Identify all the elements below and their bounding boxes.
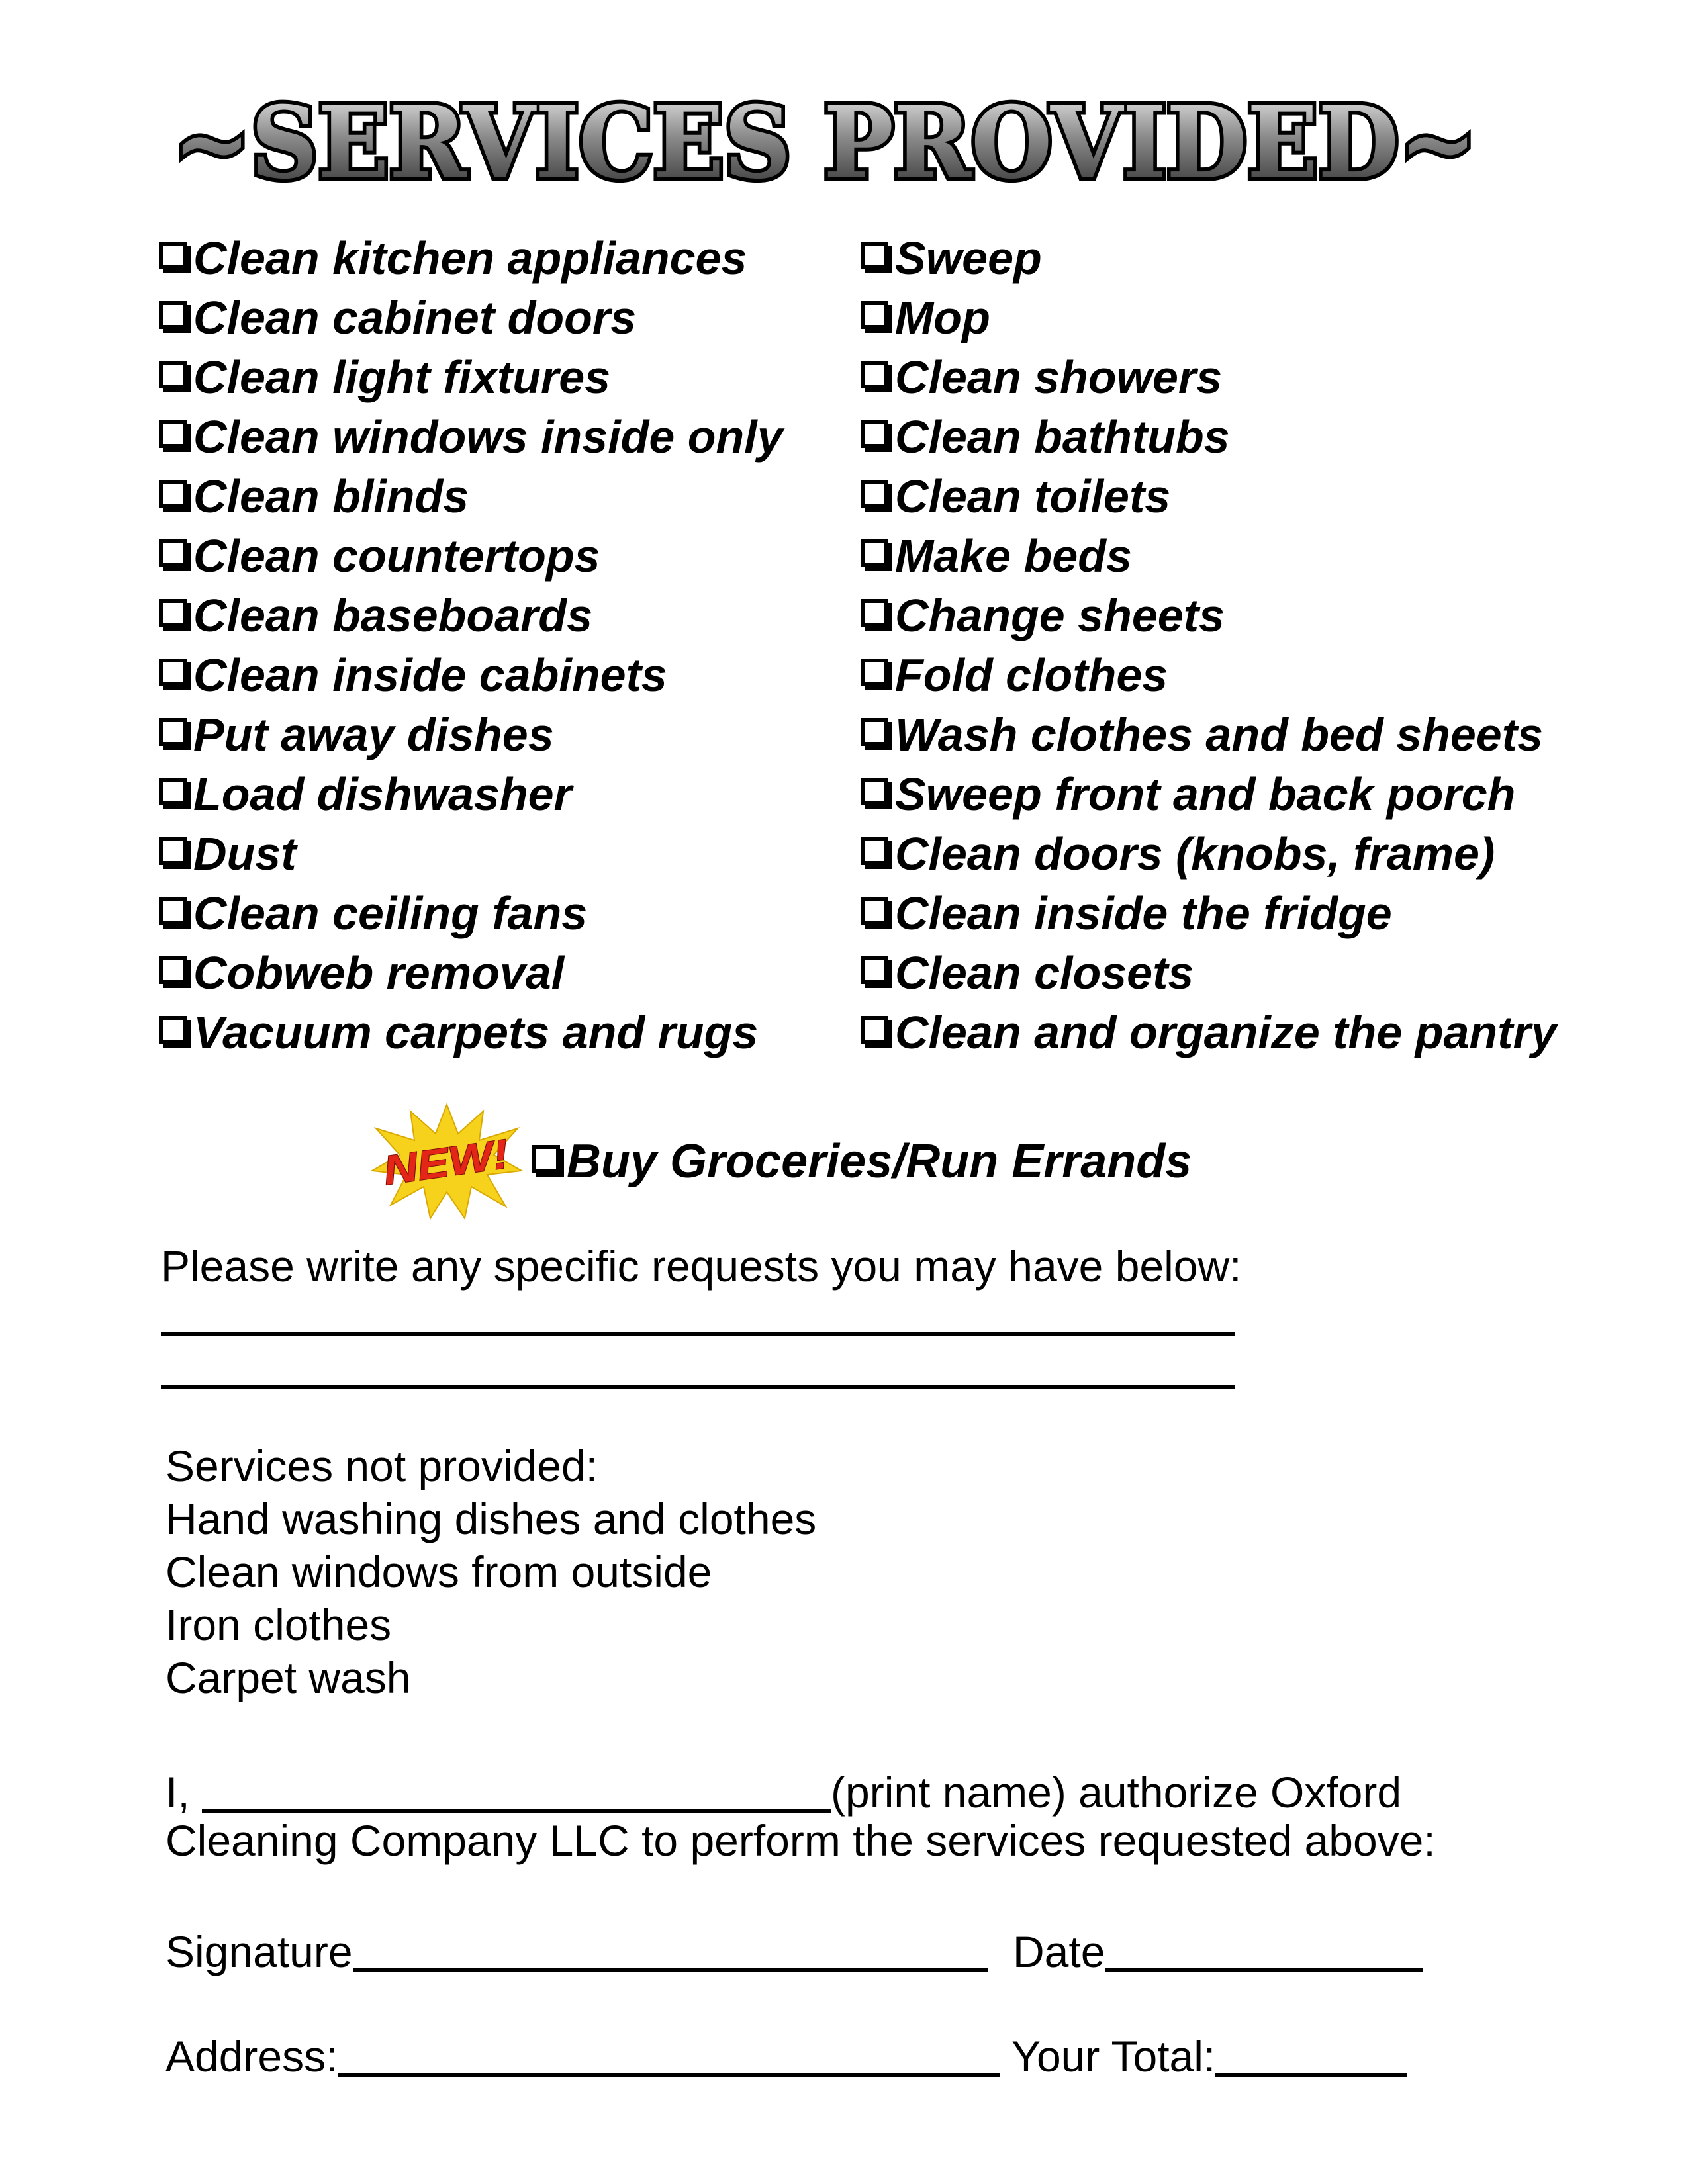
checkbox-icon[interactable] xyxy=(159,242,187,269)
services-not-provided xyxy=(165,1439,816,1704)
date-label: Date xyxy=(1013,1927,1105,1976)
service-item[interactable] xyxy=(159,347,861,407)
authorization-suffix: (print name) authorize Oxford xyxy=(831,1768,1402,1817)
service-label: Change sheets xyxy=(895,590,1225,641)
service-item[interactable] xyxy=(159,824,861,884)
signature-field[interactable] xyxy=(353,1930,988,1972)
total-label: Your Total: xyxy=(1011,2032,1216,2081)
service-label: Clean windows inside only xyxy=(193,411,783,463)
date-row xyxy=(1013,1925,1423,1974)
service-label: Clean cabinet doors xyxy=(193,292,637,343)
signature-label: Signature xyxy=(165,1927,353,1976)
address-field[interactable] xyxy=(338,2034,1000,2077)
service-item[interactable] xyxy=(159,526,861,586)
service-label: Clean inside cabinets xyxy=(193,649,667,701)
service-item[interactable] xyxy=(861,1003,1642,1062)
service-label: Clean ceiling fans xyxy=(193,887,588,939)
checkbox-icon[interactable] xyxy=(861,361,888,388)
requests-line-1[interactable] xyxy=(161,1332,1235,1336)
signature-row xyxy=(165,1925,988,1974)
service-item[interactable] xyxy=(159,705,861,764)
checkbox-icon[interactable] xyxy=(861,778,888,805)
service-item[interactable] xyxy=(861,884,1642,943)
service-label: Sweep front and back porch xyxy=(895,768,1516,820)
service-item[interactable] xyxy=(159,645,861,705)
service-label: Clean kitchen appliances xyxy=(193,232,747,284)
checkbox-icon[interactable] xyxy=(861,897,888,925)
not-provided-item: Clean windows from outside xyxy=(165,1547,712,1596)
authorization-line-2: Cleaning Company LLC to perform the services requested above: xyxy=(165,1816,1436,1865)
checkbox-icon[interactable] xyxy=(159,599,187,627)
checkbox-icon[interactable] xyxy=(159,837,187,865)
not-provided-item: Hand washing dishes and clothes xyxy=(165,1494,817,1543)
checkbox-icon[interactable] xyxy=(159,361,187,388)
total-field[interactable] xyxy=(1215,2034,1407,2077)
checkbox-icon[interactable] xyxy=(861,718,888,746)
service-label: Buy Groceries/Run Errands xyxy=(567,1135,1192,1188)
checkbox-icon[interactable] xyxy=(159,659,187,686)
service-item[interactable] xyxy=(861,586,1642,645)
checkbox-icon[interactable] xyxy=(861,420,888,448)
service-item[interactable] xyxy=(159,228,861,288)
new-badge-text: NEW! xyxy=(380,1133,496,1194)
service-item[interactable] xyxy=(861,824,1642,884)
service-item[interactable] xyxy=(861,705,1642,764)
service-label: Clean blinds xyxy=(193,471,469,522)
service-label: Clean and organize the pantry xyxy=(895,1007,1557,1058)
service-label: Dust xyxy=(193,828,297,880)
service-item[interactable] xyxy=(159,288,861,347)
service-label: Clean inside the fridge xyxy=(895,887,1392,939)
service-item[interactable] xyxy=(861,764,1642,824)
service-label: Clean toilets xyxy=(895,471,1171,522)
checkbox-icon[interactable] xyxy=(532,1145,560,1173)
checkbox-icon[interactable] xyxy=(159,956,187,984)
checkbox-icon[interactable] xyxy=(861,1016,888,1044)
authorization-prefix: I, xyxy=(165,1768,190,1817)
service-item[interactable] xyxy=(861,407,1642,467)
checkbox-icon[interactable] xyxy=(159,539,187,567)
checkbox-icon[interactable] xyxy=(861,480,888,508)
service-label: Vacuum carpets and rugs xyxy=(193,1007,759,1058)
service-label: Clean doors (knobs, frame) xyxy=(895,828,1495,880)
requests-line-2[interactable] xyxy=(161,1385,1235,1389)
checkbox-icon[interactable] xyxy=(861,837,888,865)
title-text: ~SERVICES PROVIDED~ xyxy=(173,85,1477,201)
service-item[interactable] xyxy=(861,526,1642,586)
service-item[interactable] xyxy=(159,407,861,467)
not-provided-item: Carpet wash xyxy=(165,1653,411,1702)
checkbox-icon[interactable] xyxy=(861,242,888,269)
service-label: Fold clothes xyxy=(895,649,1168,701)
service-item[interactable] xyxy=(159,764,861,824)
service-label: Clean baseboards xyxy=(193,590,592,641)
service-label: Make beds xyxy=(895,530,1132,582)
service-item[interactable] xyxy=(861,645,1642,705)
service-item[interactable] xyxy=(159,943,861,1003)
checkbox-icon[interactable] xyxy=(861,956,888,984)
service-item[interactable] xyxy=(861,467,1642,526)
new-burst-icon xyxy=(371,1102,523,1221)
service-item[interactable] xyxy=(159,1003,861,1062)
checkbox-icon[interactable] xyxy=(159,1016,187,1044)
service-item[interactable] xyxy=(159,586,861,645)
not-provided-heading: Services not provided: xyxy=(165,1441,598,1490)
address-row xyxy=(165,2029,1000,2081)
service-label: Clean bathtubs xyxy=(895,411,1230,463)
checkbox-icon[interactable] xyxy=(159,301,187,329)
checkbox-icon[interactable] xyxy=(159,480,187,508)
service-item[interactable] xyxy=(861,288,1642,347)
services-right-column xyxy=(861,228,1642,1062)
checkbox-icon[interactable] xyxy=(861,539,888,567)
service-item[interactable] xyxy=(861,943,1642,1003)
print-name-field[interactable] xyxy=(202,1770,831,1813)
checkbox-icon[interactable] xyxy=(159,778,187,805)
service-label: Clean closets xyxy=(895,947,1194,999)
checkbox-icon[interactable] xyxy=(159,718,187,746)
checkbox-icon[interactable] xyxy=(861,659,888,686)
total-row xyxy=(1011,2029,1407,2081)
service-label: Wash clothes and bed sheets xyxy=(895,709,1543,760)
checkbox-icon[interactable] xyxy=(861,301,888,329)
service-label: Put away dishes xyxy=(193,709,554,760)
service-label: Load dishwasher xyxy=(193,768,572,820)
checkbox-icon[interactable] xyxy=(861,599,888,627)
service-label: Sweep xyxy=(895,232,1042,284)
new-service-row xyxy=(371,1102,1192,1221)
service-item[interactable] xyxy=(159,467,861,526)
requests-prompt: Please write any specific requests you may have below: xyxy=(161,1242,1242,1291)
date-field[interactable] xyxy=(1105,1930,1423,1972)
service-item-groceries[interactable] xyxy=(532,1132,1192,1191)
page-title xyxy=(156,78,1493,204)
service-label: Mop xyxy=(895,292,990,343)
service-item[interactable] xyxy=(159,884,861,943)
not-provided-item: Iron clothes xyxy=(165,1600,392,1649)
service-label: Clean showers xyxy=(895,351,1223,403)
service-label: Clean countertops xyxy=(193,530,600,582)
checkbox-icon[interactable] xyxy=(159,897,187,925)
service-label: Cobweb removal xyxy=(193,947,565,999)
authorization-line-1 xyxy=(165,1765,1402,1817)
checkbox-icon[interactable] xyxy=(159,420,187,448)
service-item[interactable] xyxy=(861,228,1642,288)
services-checklist xyxy=(159,228,1642,1062)
service-label: Clean light fixtures xyxy=(193,351,611,403)
services-left-column xyxy=(159,228,861,1062)
service-item[interactable] xyxy=(861,347,1642,407)
address-label: Address: xyxy=(165,2032,338,2081)
